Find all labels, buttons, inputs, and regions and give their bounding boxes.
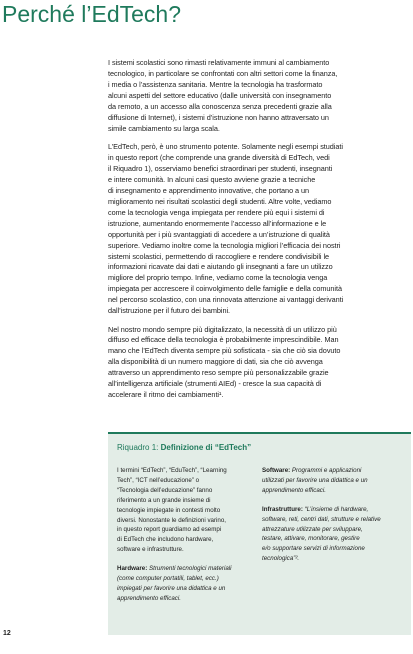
text-line: di EdTech che includono hardware, xyxy=(117,536,214,544)
text-line: da remoto, a un accesso alla conoscenza senza precedenti grazie alla xyxy=(108,101,332,111)
box-title xyxy=(117,443,251,453)
text-line: il Riquadro 1), osserviamo benefici straordinari per studenti, insegnanti xyxy=(108,163,333,173)
paragraph-3 xyxy=(108,325,408,402)
text-line-content: “L’insieme di hardware, xyxy=(302,505,369,513)
text-line: i media o l’assistenza sanitaria. Mentre la tecnologia ha trasformato xyxy=(108,79,323,89)
text-line: e intere comunità. In alcuni casi questo avviene grazie a tecniche xyxy=(108,174,316,184)
text-line: alla disponibilità di un numero maggiore di dati, sia che ciò avvenga xyxy=(108,357,323,367)
text-line: diffusione di Internet), i sistemi d’istruzione non hanno attraversato un xyxy=(108,112,329,122)
text-line: accelerare il ritmo dei cambiamenti¹. xyxy=(108,390,224,400)
body-text xyxy=(108,58,408,408)
page-title: Perché l’EdTech? xyxy=(2,1,181,27)
box-intro xyxy=(117,466,255,555)
text-line xyxy=(117,564,255,574)
text-line: tecnologico, in particolare se confrontati con altri settori come la finanza, xyxy=(108,68,338,78)
text-line: all’intelligenza artificiale (strumenti AIEd) - cresce la sua capacità di xyxy=(108,379,322,389)
text-line: miglioramento nei risultati scolastici degli studenti. Altre volte, vediamo xyxy=(108,196,332,206)
hardware-label: Hardware: xyxy=(117,565,148,573)
text-line: software e infrastrutture. xyxy=(117,546,184,554)
text-line: tecnologie impiegate in contesti molto xyxy=(117,506,221,514)
text-line: (come computer portatili, tablet, ecc.) xyxy=(117,575,219,583)
text-line: tecnologica”². xyxy=(262,555,300,563)
text-line: opportunità per i più svantaggiati di accedere a un’istruzione di qualità xyxy=(108,229,330,239)
definition-box xyxy=(108,432,411,635)
text-line: Nel nostro mondo sempre più digitalizzato, la necessità di un utilizzo più xyxy=(108,324,337,334)
text-line xyxy=(262,505,407,515)
box-left-column xyxy=(117,466,255,613)
text-line: diversi. Nonostante le definizioni varino, xyxy=(117,516,227,524)
page-number: 12 xyxy=(3,630,11,637)
text-line: attrezzature utilizzate per sviluppare, xyxy=(262,525,363,533)
text-line: in questo report guardiamo ad esempi xyxy=(117,526,222,534)
text-line: testare, attivare, monitorare, gestire xyxy=(262,535,360,543)
text-line: “Tecnologia dell’educazione” fanno xyxy=(117,486,213,494)
text-line: migliore del proprio tempo. Infine, vediamo come la tecnologia venga xyxy=(108,273,328,283)
text-line: dall’istruzione per il futuro dei bambini. xyxy=(108,306,231,316)
text-line: in questo report (che comprende una grande diversità di EdTech, vedi xyxy=(108,152,330,162)
text-line: informazioni ricavate dai dati e aiutando gli insegnanti a fare un utilizzo xyxy=(108,262,333,272)
box-title-bold: Definizione di “EdTech” xyxy=(160,443,252,452)
text-line-content: Programmi e applicazioni xyxy=(290,467,362,474)
text-line: simile cambiamento su larga scala. xyxy=(108,123,220,133)
text-line: impiegati per favorire una didattica e un xyxy=(117,584,226,592)
text-line: impiegata per accrescere il coinvolgimento delle famiglie e della comunità xyxy=(108,284,342,294)
paragraph-1 xyxy=(108,58,408,135)
text-line: L’EdTech, però, è uno strumento potente. Solamente negli esempi studiati xyxy=(108,141,343,151)
text-line-content: Strumenti tecnologici materiali xyxy=(147,565,232,573)
text-line: Tech”, “ICT nell’educazione” o xyxy=(117,476,200,484)
infrastructure-definition xyxy=(262,505,407,564)
text-line: mano che l’EdTech diventa sempre più sofisticata - sia che ciò sia dovuto xyxy=(108,346,341,356)
infrastructure-label: Infrastrutture: xyxy=(262,505,303,513)
text-line: nel percorso scolastico, con una rinnovata attenzione ai vantaggi derivanti xyxy=(108,295,344,305)
text-line: apprendimento efficaci. xyxy=(262,486,326,494)
text-line: istruzione, aumentando enormemente l’accesso all’informazione e le xyxy=(108,218,327,228)
text-line: e/o supportare servizi di informazione xyxy=(262,545,365,553)
text-line: diffuso ed efficace della tecnologia è probabilmente imprescindibile. Man xyxy=(108,335,339,345)
text-line: come la tecnologia venga impiegata per rendere più equi i sistemi di xyxy=(108,207,325,217)
text-line: software, reti, centri dati, strutture e relative xyxy=(262,515,381,523)
text-line: I termini “EdTech”, “EduTech”, “Learning xyxy=(117,467,227,474)
text-line: utilizzati per favorire una didattica e un xyxy=(262,476,368,484)
text-line: apprendimento efficaci. xyxy=(117,594,181,602)
text-line: I sistemi scolastici sono rimasti relativamente immuni al cambiamento xyxy=(108,58,330,67)
text-line: sistemi scolastici, permettendo di raccogliere e rendere condivisibili le xyxy=(108,251,330,261)
software-label: Software: xyxy=(262,467,291,474)
text-line xyxy=(262,466,407,476)
text-line: alcuni aspetti del settore educativo (dalle università con insegnamento xyxy=(108,90,332,100)
hardware-definition xyxy=(117,564,255,604)
paragraph-2 xyxy=(108,142,408,317)
text-line: di insegnamento e apprendimento innovative, che portano a un xyxy=(108,185,310,195)
box-title-prefix: Riquadro 1: xyxy=(117,443,161,452)
box-right-column xyxy=(262,466,407,573)
text-line: riferimento a un grande insieme di xyxy=(117,496,211,504)
text-line: superiore. Vediamo inoltre come la tecnologia migliori l’efficacia dei nostri xyxy=(108,240,341,250)
text-line: attraverso un apprendimento reso sempre più personalizzabile grazie xyxy=(108,368,329,378)
software-definition xyxy=(262,466,407,496)
